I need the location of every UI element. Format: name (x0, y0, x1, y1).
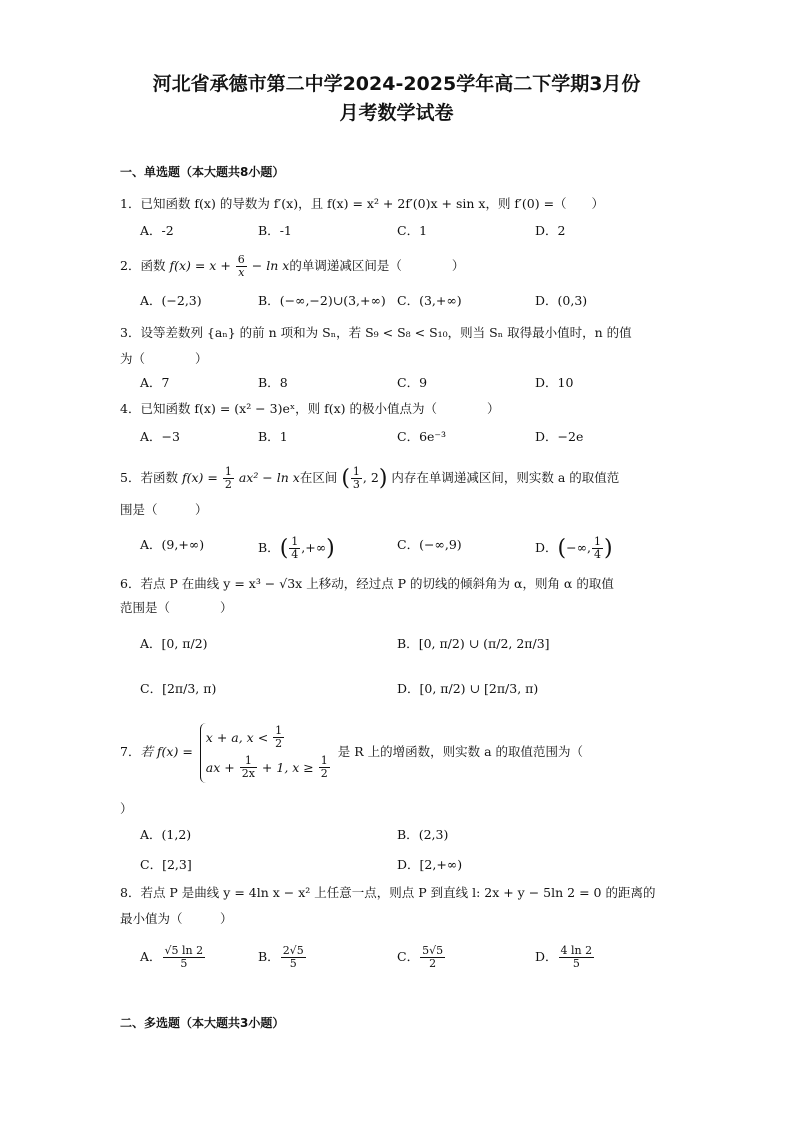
q1-option-a[interactable]: A．-2 (140, 223, 174, 238)
piecewise-brace: x + a, x < $\frac{1}{2}$ ax + $\frac{1}{2x}$ + 1, x ≥ $\frac{1}{2}$ (200, 723, 331, 783)
page-title: 河北省承德市第二中学2024-2025学年高二下学期3月份 (152, 73, 641, 95)
q6-option-b[interactable]: B．[0, π/2) ∪ (π/2, 2π/3] (397, 636, 550, 651)
q6-option-a[interactable]: A．[0, π/2) (140, 636, 208, 651)
q4-option-b[interactable]: B．1 (258, 429, 288, 444)
q3-option-d[interactable]: D．10 (535, 375, 574, 390)
section-heading-single-choice: 一、单选题（本大题共8小题） (120, 165, 285, 179)
q5-option-b[interactable]: B．( $\frac{1}{4}$ ,+∞) (258, 535, 335, 561)
question-6-cont: 范围是（ ） (120, 600, 233, 615)
q7-option-d[interactable]: D．[2,+∞) (397, 857, 463, 872)
fraction-1-over-2: $\frac{1}{2}$ (224, 465, 232, 491)
question-5-cont: 围是（ ） (120, 502, 208, 517)
q2-option-a[interactable]: A．(−2,3) (140, 293, 202, 308)
q8-option-d[interactable]: D． $\frac{4 \ln 2}{5}$ (535, 944, 593, 970)
question-3-cont: 为（ ） (120, 351, 208, 366)
question-1: 1．已知函数 f(x) 的导数为 f′(x)，且 f(x) = x² + 2f′(0)x + sin x，则 f′(0) =（ ） (120, 196, 605, 211)
q2-option-d[interactable]: D．(0,3) (535, 293, 588, 308)
question-4: 4．已知函数 f(x) = (x² − 3)eˣ，则 f(x) 的极小值点为（ ） (120, 401, 500, 416)
fraction-6-over-x: $\frac{6}{x}$ (237, 253, 245, 279)
q6-option-c[interactable]: C．[2π/3, π) (140, 681, 217, 696)
q4-option-a[interactable]: A．−3 (140, 429, 180, 444)
q7-option-c[interactable]: C．[2,3] (140, 857, 192, 872)
q3-option-b[interactable]: B．8 (258, 375, 288, 390)
q4-option-c[interactable]: C．6e⁻³ (397, 429, 447, 444)
question-7: 7．若 f(x) = x + a, x < $\frac{1}{2}$ ax + $\frac{1}{2x}$ + 1, x ≥ $\frac{1}{2}$ 是 R 上的增函数，则实数 a 的取值范围为（ (120, 722, 675, 786)
q5-option-d[interactable]: D．(−∞, $\frac{1}{4}$ ) (535, 535, 613, 561)
page-subtitle: 月考数学试卷 (339, 102, 454, 124)
q5-option-a[interactable]: A．(9,+∞) (140, 537, 205, 552)
question-8-cont: 最小值为（ ） (120, 911, 233, 926)
q3-option-c[interactable]: C．9 (397, 375, 428, 390)
q7-option-b[interactable]: B．(2,3) (397, 827, 449, 842)
q8-option-b[interactable]: B． $\frac{2√5}{5}$ (258, 944, 304, 970)
fraction-1-over-3: $\frac{1}{3}$ (352, 465, 360, 491)
q1-option-c[interactable]: C．1 (397, 223, 428, 238)
section-heading-multiple-choice: 二、多选题（本大题共3小题） (120, 1016, 285, 1030)
q2-option-b[interactable]: B．(−∞,−2)∪(3,+∞) (258, 293, 386, 308)
q3-option-a[interactable]: A．7 (140, 375, 170, 390)
q1-option-b[interactable]: B．-1 (258, 223, 292, 238)
q8-option-a[interactable]: A． $\frac{√5 \ln 2}{5}$ (140, 944, 204, 970)
question-5: 5．若函数 f(x) = $\frac{1}{2}$ ax² − ln x在区间 ( $\frac{1}{3}$ , 2) 内存在单调递减区间，则实数 a 的取值范 (120, 465, 620, 491)
q8-option-c[interactable]: C． $\frac{5√5}{2}$ (397, 944, 444, 970)
question-6: 6．若点 P 在曲线 y = x³ − √3x 上移动，经过点 P 的切线的倾斜角为 α，则角 α 的取值 (120, 576, 614, 591)
q7-option-a[interactable]: A．(1,2) (140, 827, 192, 842)
q2-option-c[interactable]: C．(3,+∞) (397, 293, 462, 308)
q1-option-d[interactable]: D．2 (535, 223, 566, 238)
question-8: 8．若点 P 是曲线 y = 4ln x − x² 上任意一点，则点 P 到直线 l: 2x + y − 5ln 2 = 0 的距离的 (120, 885, 656, 900)
q5-option-c[interactable]: C．(−∞,9) (397, 537, 462, 552)
question-2: 2．函数 f(x) = x + $\frac{6}{x}$ − ln x的单调递减区间是（ ） (120, 253, 465, 279)
q6-option-d[interactable]: D．[0, π/2) ∪ [2π/3, π) (397, 681, 539, 696)
question-7-cont: ） (120, 801, 133, 816)
question-3: 3．设等差数列 {aₙ} 的前 n 项和为 Sₙ，若 S₉ < S₈ < S₁₀，则当 Sₙ 取得最小值时，n 的值 (120, 325, 632, 340)
q4-option-d[interactable]: D．−2e (535, 429, 584, 444)
